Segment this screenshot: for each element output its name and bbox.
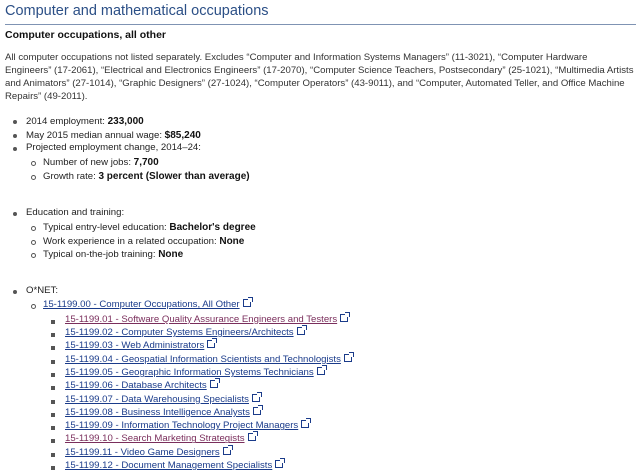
employment-item xyxy=(5,115,636,128)
onet-child-item xyxy=(43,314,636,327)
growth-rate-label: Growth rate: xyxy=(43,170,99,182)
onet-child-item xyxy=(43,433,636,446)
growth-rate-item xyxy=(26,170,636,183)
onet-child-item xyxy=(43,460,636,473)
wage-label: May 2015 median annual wage: xyxy=(26,129,165,141)
onet-child-link[interactable]: 15-1199.07 - Data Warehousing Specialists xyxy=(65,393,249,405)
external-link-icon xyxy=(344,354,352,362)
on-job-training-label: Typical on-the-job training: xyxy=(43,248,159,260)
on-job-training-item xyxy=(26,248,636,261)
onet-child-link[interactable]: 15-1199.06 - Database Architects xyxy=(65,380,207,392)
external-link-icon xyxy=(252,394,260,402)
onet-child-link[interactable]: 15-1199.04 - Geospatial Information Scientists and Technologists xyxy=(65,353,341,365)
onet-sublist xyxy=(26,299,636,473)
employment-label: 2014 employment: xyxy=(26,116,108,128)
work-experience-value: None xyxy=(219,235,245,247)
onet-child-link[interactable]: 15-1199.08 - Business Intelligence Analysts xyxy=(65,406,250,418)
entry-education-value: Bachelor's degree xyxy=(169,222,256,234)
external-link-icon xyxy=(210,380,218,388)
onet-list xyxy=(5,285,636,473)
onet-child-item xyxy=(43,354,636,367)
onet-child-link[interactable]: 15-1199.11 - Video Game Designers xyxy=(65,446,220,458)
education-label: Education and training: xyxy=(26,206,125,218)
onet-parent-link[interactable]: 15-1199.00 - Computer Occupations, All Other xyxy=(43,299,240,311)
onet-item xyxy=(5,285,636,473)
stats-list xyxy=(5,115,636,182)
work-experience-label: Work experience in a related occupation: xyxy=(43,235,220,247)
onet-child-item xyxy=(43,394,636,407)
onet-label: O*NET: xyxy=(26,285,58,297)
onet-child-item xyxy=(43,407,636,420)
occupation-subtitle: Computer occupations, all other xyxy=(5,28,167,41)
new-jobs-item xyxy=(26,156,636,169)
onet-child-item xyxy=(43,447,636,460)
projected-change-sublist xyxy=(26,156,636,183)
external-link-icon xyxy=(223,447,231,455)
onet-children-list xyxy=(43,314,636,473)
external-link-icon xyxy=(207,340,215,348)
external-link-icon xyxy=(275,460,283,468)
projected-change-label: Projected employment change, 2014–24: xyxy=(26,142,201,154)
new-jobs-value: 7,700 xyxy=(133,157,159,169)
onet-child-link[interactable]: 15-1199.02 - Computer Systems Engineers/Architects xyxy=(65,327,294,339)
occupation-description: All computer occupations not listed separately. Excludes “Computer and Information Systems Managers” (11-3021), “Computer Hardware Engineers” (17-2061), “Electrical and Electronics Engineers” (17-2070), “Computer Science Teachers, Postsecondary” (25-1021), “Multimedia Artists and Animators” (27-1014), “Graphic Designers” (27-1024), “Computer Operators” (43-9011), and “Computer, Automated Teller, and Office Machine Repairs” (49-2011). xyxy=(5,51,634,102)
education-list xyxy=(5,207,636,261)
external-link-icon xyxy=(301,420,309,428)
onet-child-link[interactable]: 15-1199.10 - Search Marketing Strategists xyxy=(65,433,245,445)
education-item xyxy=(5,207,636,261)
external-link-icon xyxy=(248,433,256,441)
onet-child-item xyxy=(43,367,636,380)
entry-education-label: Typical entry-level education: xyxy=(43,222,170,234)
onet-child-item xyxy=(43,327,636,340)
onet-parent-item xyxy=(26,299,636,473)
onet-child-item xyxy=(43,380,636,393)
work-experience-item xyxy=(26,235,636,248)
spacer xyxy=(5,183,636,207)
external-link-icon xyxy=(317,367,325,375)
external-link-icon xyxy=(297,327,305,335)
onet-child-link[interactable]: 15-1199.05 - Geographic Information Systems Technicians xyxy=(65,366,314,378)
on-job-training-value: None xyxy=(158,248,184,260)
projected-change-item xyxy=(5,142,636,183)
onet-child-link[interactable]: 15-1199.12 - Document Management Specialists xyxy=(65,460,273,472)
wage-value: $85,240 xyxy=(164,129,201,141)
spacer xyxy=(5,261,636,285)
external-link-icon xyxy=(340,314,348,322)
entry-education-item xyxy=(26,221,636,234)
onet-child-item xyxy=(43,340,636,353)
onet-child-link[interactable]: 15-1199.01 - Software Quality Assurance Engineers and Testers xyxy=(65,313,338,325)
page-title: Computer and mathematical occupations xyxy=(5,2,636,25)
wage-item xyxy=(5,129,636,142)
external-link-icon xyxy=(253,407,261,415)
employment-value: 233,000 xyxy=(107,116,144,128)
onet-child-link[interactable]: 15-1199.09 - Information Technology Project Managers xyxy=(65,420,299,432)
external-link-icon xyxy=(243,299,251,307)
new-jobs-label: Number of new jobs: xyxy=(43,157,134,169)
onet-child-link[interactable]: 15-1199.03 - Web Administrators xyxy=(65,340,205,352)
education-sublist xyxy=(26,221,636,261)
onet-child-item xyxy=(43,420,636,433)
growth-rate-value: 3 percent (Slower than average) xyxy=(98,170,250,182)
